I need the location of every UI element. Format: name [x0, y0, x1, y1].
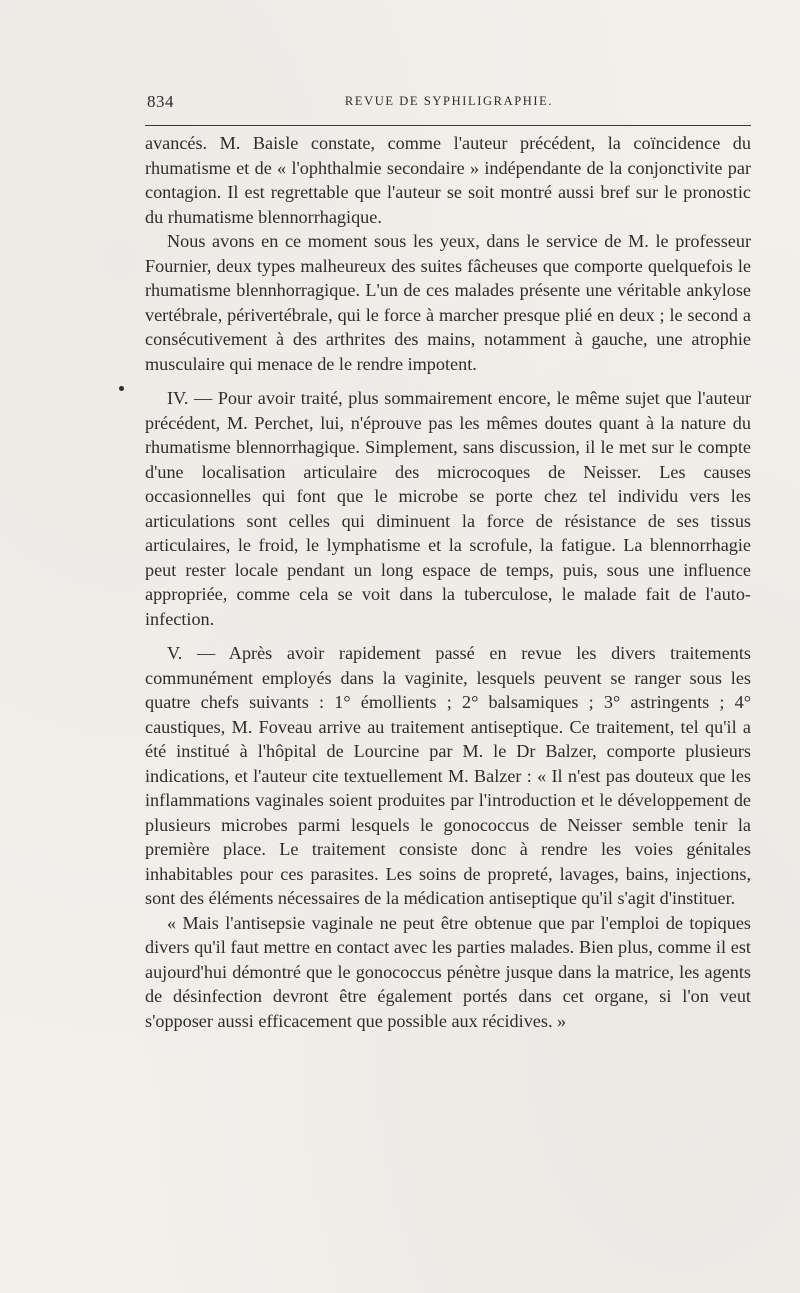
paragraph-section-v: V. — Après avoir rapidement passé en revue les divers traitements communément employés dans la vaginite, lesquels peuvent se ranger sous les quatre chefs suivants : 1° émollients ; 2° balsamiques ; 3° astringents ; 4° caustiques, M. Foveau arrive au traitement antiseptique. Ce traitement, tel qu'il a été institué à l'hôpital de Lourcine par M. le Dr Balzer, comporte plusieurs indications, et l'auteur cite textuellement M. Balzer : « Il n'est pas douteux que les inflammations vaginales soient produites par l'introduction et le développement de plusieurs microbes parmi lesquels le gonococcus de Neisser semble tenir la première place. Le traitement consiste donc à rendre les voies génitales inhabitables pour ces parasites. Les soins de propreté, lavages, bains, injections, sont des éléments nécessaires de la médication antiseptique qu'il s'agit d'instituer.	[145, 643, 751, 908]
page-header	[147, 92, 751, 114]
paragraph-quote: « Mais l'antisepsie vaginale ne peut être obtenue que par l'emploi de topiques divers qu'il faut mettre en contact avec les parties malades. Bien plus, comme il est aujourd'hui démontré que le gonococcus pénètre jusque dans la matrice, les agents de désinfection devront être également portés dans cet organe, si l'on veut s'opposer aussi efficacement que possible aux récidives. »	[145, 912, 751, 1031]
margin-dot-mark	[119, 386, 124, 391]
page-number: 834	[147, 92, 174, 111]
paragraph-fournier: Nous avons en ce moment sous les yeux, dans le service de M. le professeur Fournier, deux types malheureux des suites fâcheuses que comporte quelquefois le rhumatisme blennhorragique. L'un de ces malades présente une véritable ankylose vertébrale, périvertébrale, qui le force à marcher presque plié en deux ; le second a consécutivement à des arthrites des mains, notamment à gauche, une atrophie musculaire qui menace de le rendre impotent.	[145, 231, 751, 374]
paragraph-continuation: avancés. M. Baisle constate, comme l'auteur précédent, la coïncidence du rhumatisme et de « l'ophthalmie secondaire » indépendante de la conjonctivite par contagion. Il est regrettable que l'auteur se soit montré aussi bref sur le pronostic du rhumatisme blennorrhagique.	[145, 133, 751, 227]
paragraph-section-iv: IV. — Pour avoir traité, plus sommairement encore, le même sujet que l'auteur précédent, M. Perchet, lui, n'éprouve pas les mêmes doutes quant à la nature du rhumatisme blennorrhagique. Simplement, sans discussion, il le met sur le compte d'une localisation articulaire des microcoques de Neisser. Les causes occasionnelles qui font que le microbe se porte chez tel individu vers les articulations sont celles qui diminuent la force de résistance de ses tissus articulaires, le froid, le lymphatisme et la scrofule, la fatigue. La blennorrhagie peut rester locale pendant un long espace de temps, puis, sous une influence appropriée, comme cela se voit dans la tuberculose, le malade fait de l'auto-infection.	[145, 388, 751, 629]
body-text	[145, 131, 751, 1033]
header-rule	[145, 125, 751, 126]
running-title: REVUE DE SYPHILIGRAPHIE.	[344, 94, 554, 108]
